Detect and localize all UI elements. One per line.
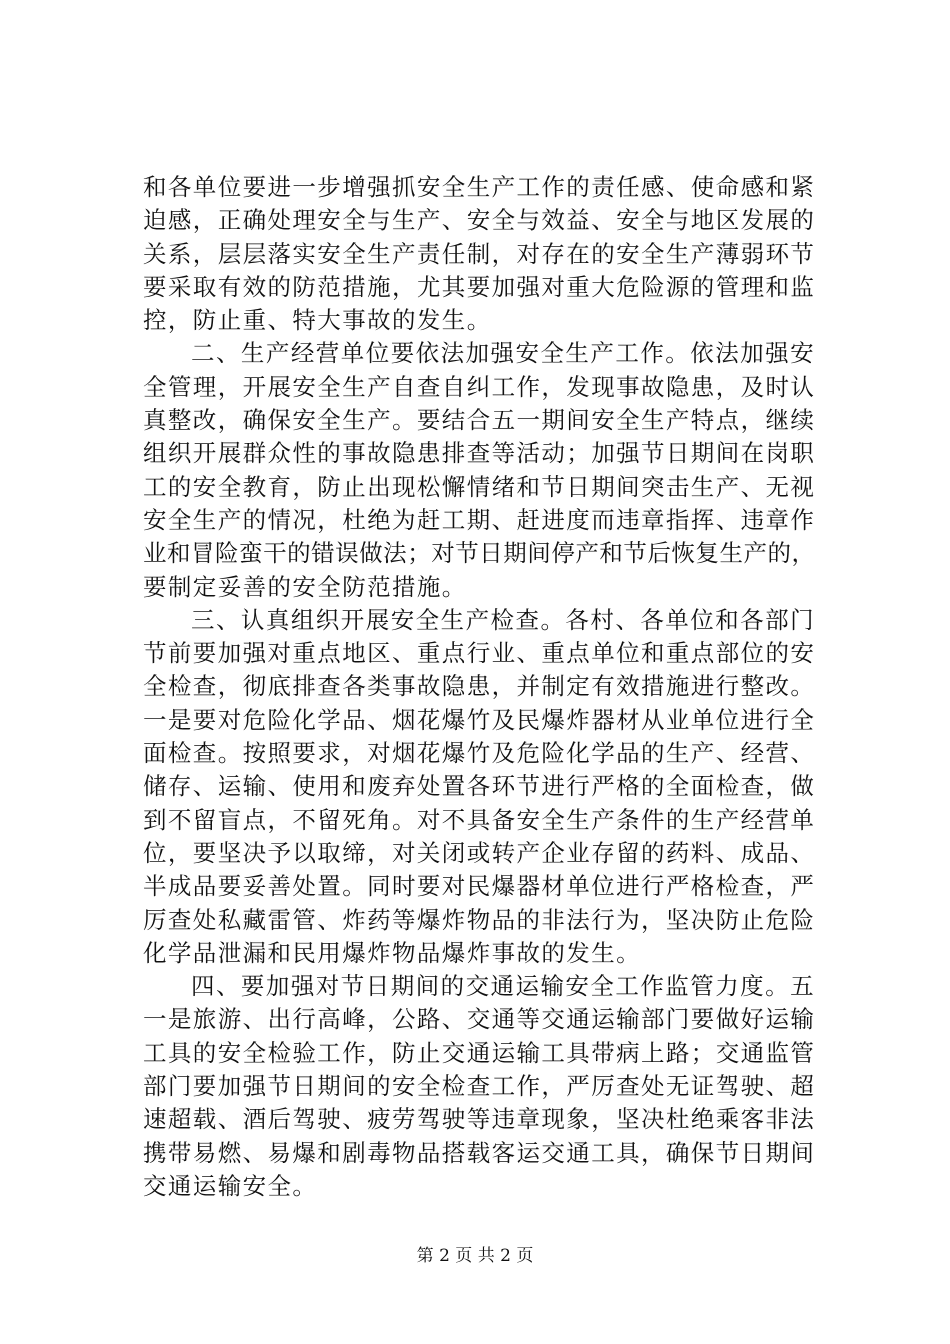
body-line: 要制定妥善的安全防范措施。	[143, 572, 467, 601]
body-line: 储存、运输、使用和废弃处置各环节进行严格的全面检查，做	[143, 772, 816, 801]
body-line: 迫感，正确处理安全与生产、安全与效益、安全与地区发展的	[143, 206, 816, 235]
paragraph-start-line: 三、认真组织开展安全生产检查。各村、各单位和各部门	[191, 605, 815, 634]
body-line: 位，要坚决予以取缔，对关闭或转产企业存留的药料、成品、	[143, 838, 816, 867]
body-line: 一是旅游、出行高峰，公路、交通等交通运输部门要做好运输	[143, 1005, 816, 1034]
paragraph-start-line: 四、要加强对节日期间的交通运输安全工作监管力度。五	[191, 972, 815, 1001]
body-line: 全管理，开展安全生产自查自纠工作，发现事故隐患，及时认	[143, 372, 816, 401]
body-line: 携带易燃、易爆和剧毒物品搭载客运交通工具，确保节日期间	[143, 1138, 816, 1167]
body-line: 工的安全教育，防止出现松懈情绪和节日期间突击生产、无视	[143, 472, 816, 501]
body-line: 控，防止重、特大事故的发生。	[143, 306, 492, 335]
body-line: 工具的安全检验工作，防止交通运输工具带病上路；交通监管	[143, 1038, 816, 1067]
body-line: 速超载、酒后驾驶、疲劳驾驶等违章现象，坚决杜绝乘客非法	[143, 1105, 816, 1134]
body-line: 业和冒险蛮干的错误做法；对节日期间停产和节后恢复生产的，	[143, 539, 815, 568]
page-number-footer: 第 2 页 共 2 页	[416, 1246, 534, 1266]
body-line: 和各单位要进一步增强抓安全生产工作的责任感、使命感和紧	[143, 173, 816, 201]
body-line: 真整改，确保安全生产。要结合五一期间安全生产特点，继续	[143, 406, 816, 435]
body-line: 组织开展群众性的事故隐患排查等活动；加强节日期间在岗职	[143, 439, 816, 468]
body-line: 安全生产的情况，杜绝为赶工期、赶进度而违章指挥、违章作	[143, 505, 816, 534]
body-line: 交通运输安全。	[143, 1171, 318, 1200]
document-body	[143, 171, 815, 1203]
body-line: 节前要加强对重点地区、重点行业、重点单位和重点部位的安	[143, 639, 816, 668]
paragraph-start-line: 二、生产经营单位要依法加强安全生产工作。依法加强安	[191, 339, 815, 368]
body-line: 要采取有效的防范措施，尤其要加强对重大危险源的管理和监	[143, 272, 816, 301]
body-line: 到不留盲点，不留死角。对不具备安全生产条件的生产经营单	[143, 805, 816, 834]
body-line: 关系，层层落实安全生产责任制，对存在的安全生产薄弱环节	[143, 239, 816, 268]
body-line: 厉查处私藏雷管、炸药等爆炸物品的非法行为，坚决防止危险	[143, 905, 816, 934]
body-line: 面检查。按照要求，对烟花爆竹及危险化学品的生产、经营、	[143, 739, 816, 768]
body-line: 半成品要妥善处置。同时要对民爆器材单位进行严格检查，严	[143, 872, 816, 901]
body-line: 化学品泄漏和民用爆炸物品爆炸事故的发生。	[143, 938, 641, 967]
body-line: 全检查，彻底排查各类事故隐患，并制定有效措施进行整改。	[143, 672, 816, 701]
body-line: 一是要对危险化学品、烟花爆竹及民爆炸器材从业单位进行全	[143, 705, 816, 734]
body-line: 部门要加强节日期间的安全检查工作，严厉查处无证驾驶、超	[143, 1072, 816, 1101]
